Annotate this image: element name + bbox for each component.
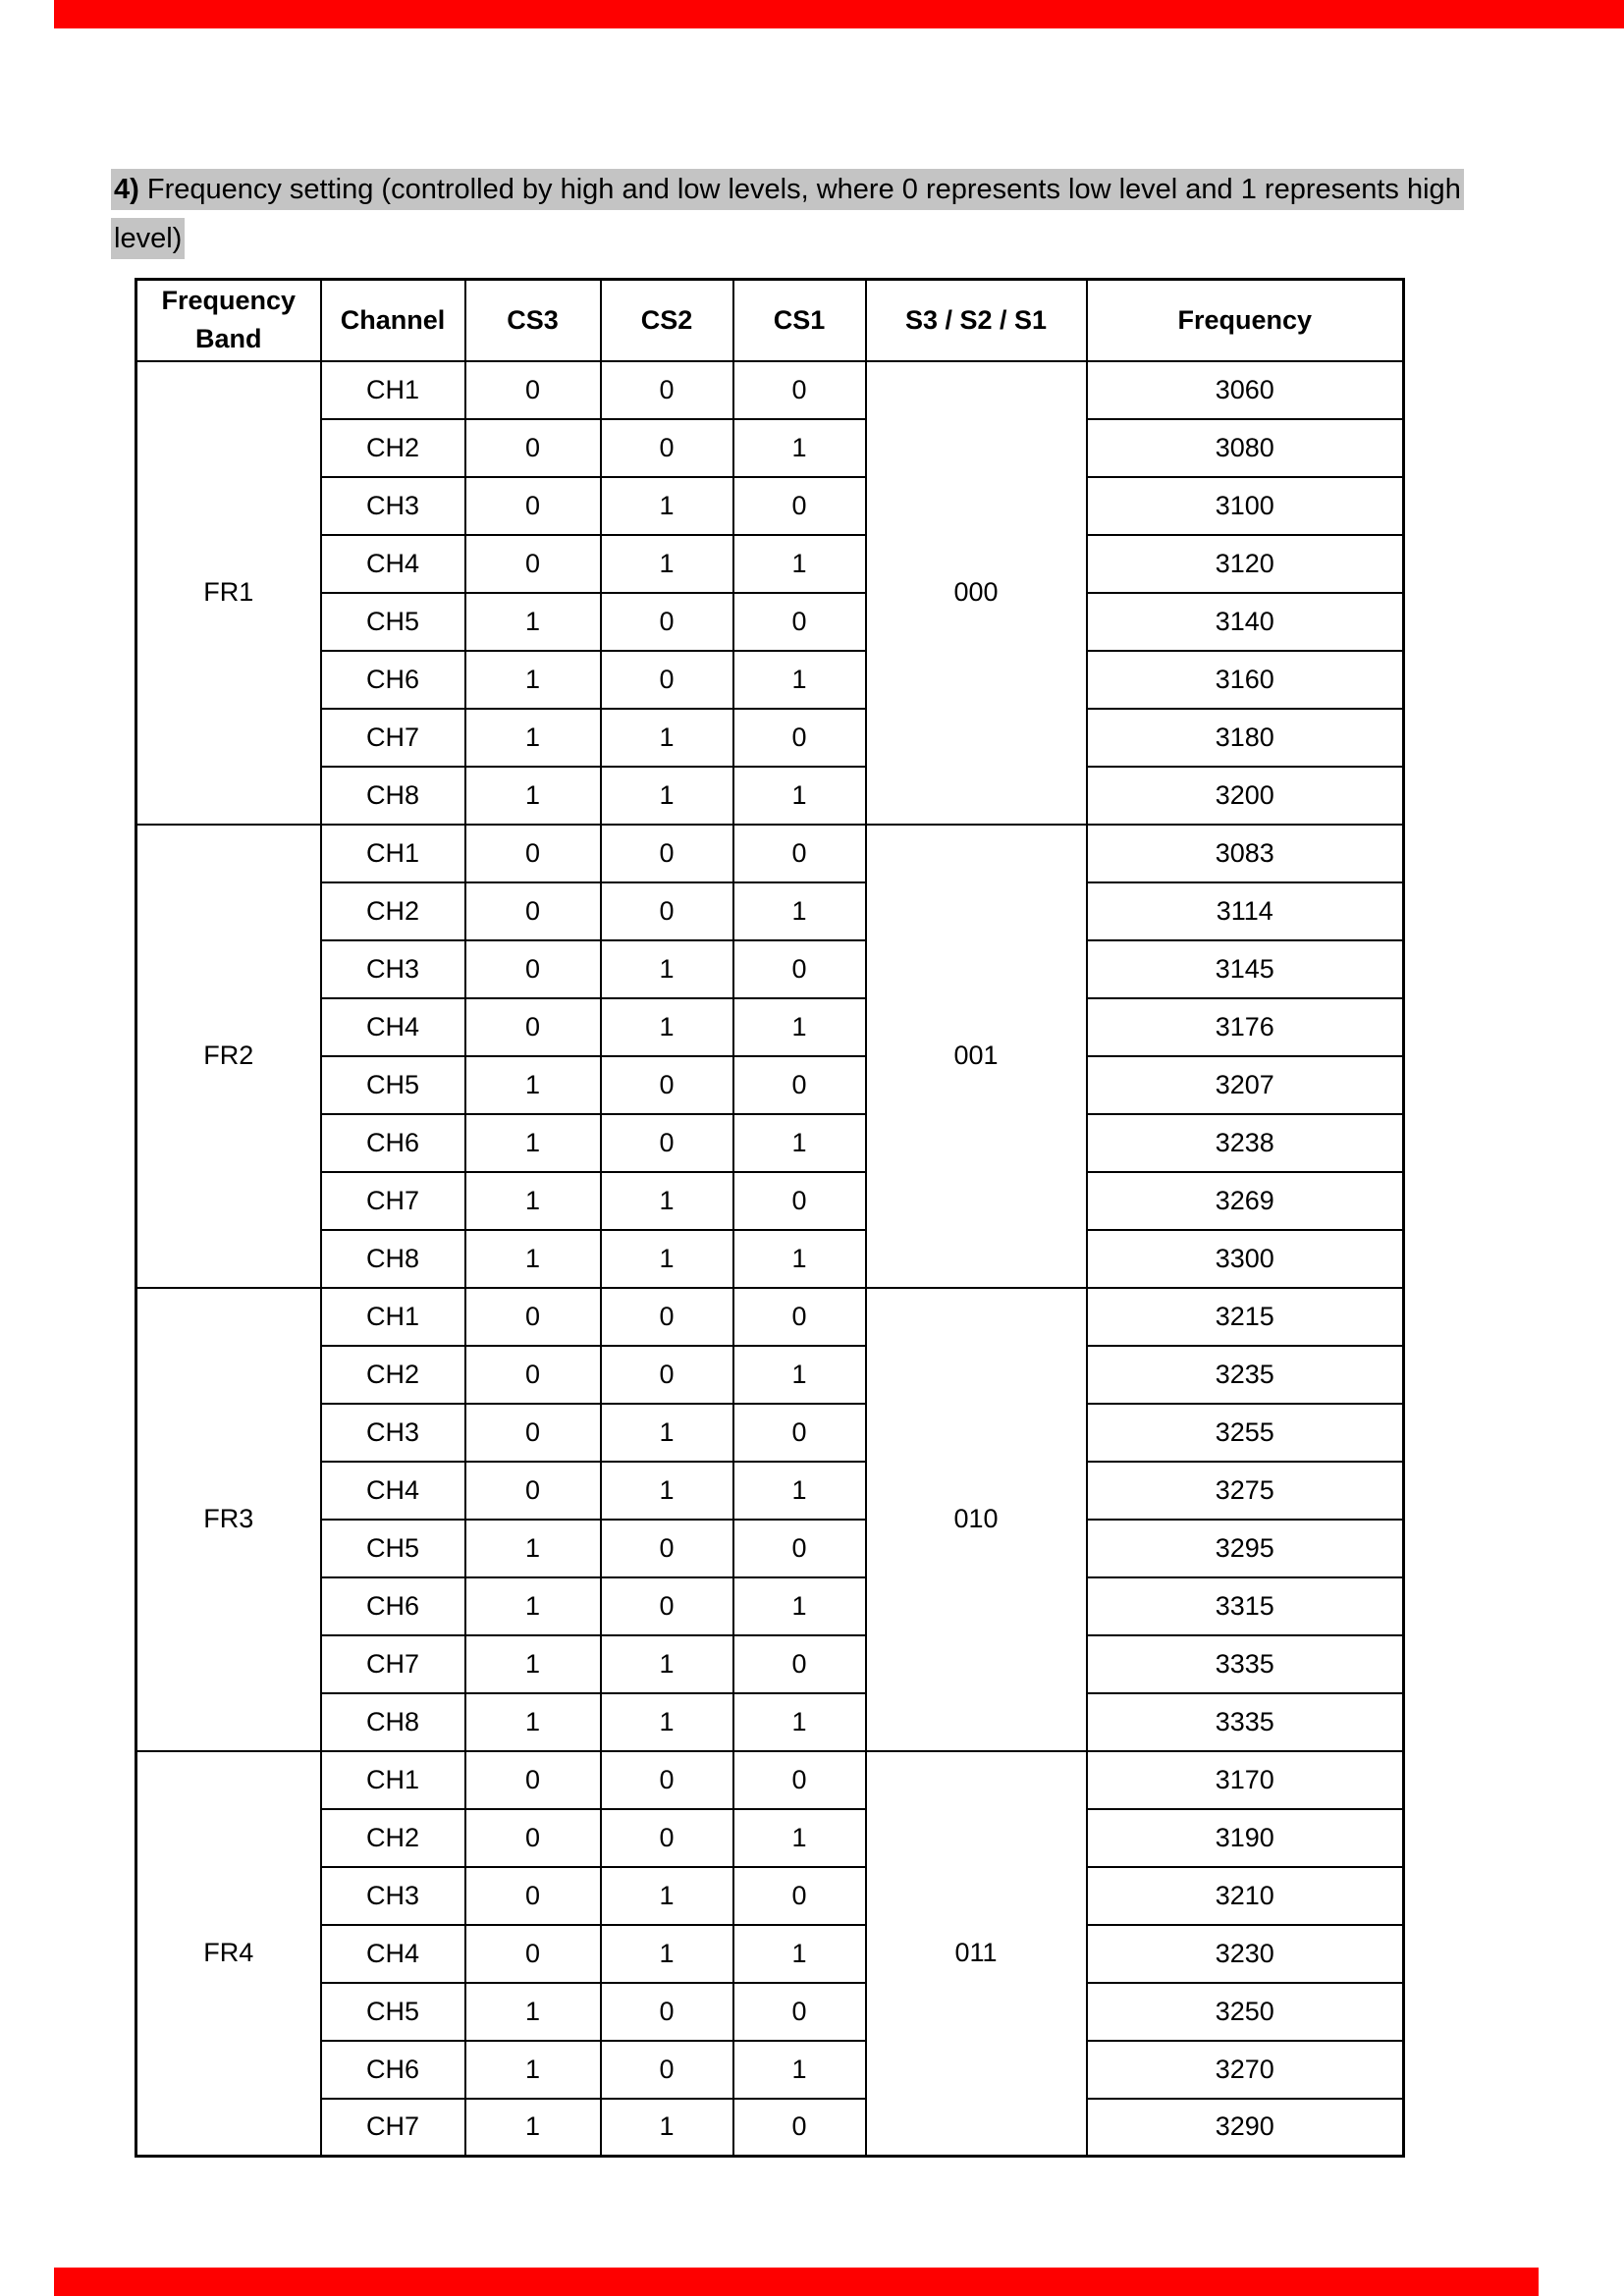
channel-cell: CH4 xyxy=(321,1925,465,1983)
frequency-cell: 3215 xyxy=(1087,1288,1404,1346)
s3s2s1-cell: 000 xyxy=(866,361,1087,825)
channel-cell: CH2 xyxy=(321,882,465,940)
cs2-cell: 0 xyxy=(601,825,733,882)
cs3-cell: 0 xyxy=(465,477,601,535)
channel-cell: CH1 xyxy=(321,361,465,419)
table-row xyxy=(136,1693,1404,1751)
cs1-cell: 1 xyxy=(733,2041,866,2099)
cs3-cell: 1 xyxy=(465,1983,601,2041)
table-row xyxy=(136,709,1404,767)
cs2-cell: 1 xyxy=(601,535,733,593)
cs2-cell: 0 xyxy=(601,1983,733,2041)
cs3-cell: 1 xyxy=(465,1172,601,1230)
channel-cell: CH6 xyxy=(321,2041,465,2099)
cs1-cell: 1 xyxy=(733,1925,866,1983)
cs3-cell: 1 xyxy=(465,1230,601,1288)
cs3-cell: 1 xyxy=(465,651,601,709)
frequency-cell: 3269 xyxy=(1087,1172,1404,1230)
cs3-cell: 0 xyxy=(465,940,601,998)
cs2-cell: 1 xyxy=(601,1693,733,1751)
cs2-cell: 0 xyxy=(601,1114,733,1172)
cs2-cell: 0 xyxy=(601,361,733,419)
table-row xyxy=(136,2099,1404,2157)
table-row xyxy=(136,1925,1404,1983)
channel-cell: CH3 xyxy=(321,940,465,998)
cs2-cell: 0 xyxy=(601,1520,733,1577)
table-row xyxy=(136,651,1404,709)
frequency-cell: 3207 xyxy=(1087,1056,1404,1114)
cs1-cell: 1 xyxy=(733,651,866,709)
cs3-cell: 1 xyxy=(465,2041,601,2099)
channel-cell: CH8 xyxy=(321,1693,465,1751)
section-heading-text: Frequency setting (controlled by high and low levels, where 0 represents low level and 1 represents high level) xyxy=(114,174,1461,254)
frequency-cell: 3238 xyxy=(1087,1114,1404,1172)
frequency-cell: 3083 xyxy=(1087,825,1404,882)
table-row xyxy=(136,1288,1404,1346)
cs2-cell: 1 xyxy=(601,1404,733,1462)
cs1-cell: 1 xyxy=(733,998,866,1056)
table-row xyxy=(136,1867,1404,1925)
cs2-cell: 1 xyxy=(601,998,733,1056)
table-row xyxy=(136,1114,1404,1172)
cs2-cell: 0 xyxy=(601,419,733,477)
channel-cell: CH3 xyxy=(321,1404,465,1462)
table-row xyxy=(136,767,1404,825)
cs2-header: CS2 xyxy=(601,280,733,361)
cs2-cell: 1 xyxy=(601,2099,733,2157)
cs1-cell: 1 xyxy=(733,767,866,825)
channel-cell: CH4 xyxy=(321,1462,465,1520)
cs3-cell: 0 xyxy=(465,1346,601,1404)
channel-cell: CH2 xyxy=(321,1346,465,1404)
table-row xyxy=(136,1346,1404,1404)
table-header-row xyxy=(136,280,1404,361)
table-row xyxy=(136,1172,1404,1230)
section-heading xyxy=(111,165,1535,263)
cs1-cell: 0 xyxy=(733,1056,866,1114)
channel-cell: CH7 xyxy=(321,2099,465,2157)
frequency-cell: 3140 xyxy=(1087,593,1404,651)
table-row xyxy=(136,1520,1404,1577)
cs1-cell: 1 xyxy=(733,1114,866,1172)
frequency-cell: 3200 xyxy=(1087,767,1404,825)
cs2-cell: 0 xyxy=(601,882,733,940)
cs3-cell: 1 xyxy=(465,1056,601,1114)
table-row xyxy=(136,1230,1404,1288)
channel-cell: CH5 xyxy=(321,1056,465,1114)
cs2-cell: 1 xyxy=(601,1172,733,1230)
frequency-cell: 3250 xyxy=(1087,1983,1404,2041)
band-cell: FR2 xyxy=(136,825,321,1288)
cs1-cell: 0 xyxy=(733,1635,866,1693)
channel-cell: CH4 xyxy=(321,998,465,1056)
s3s2s1-cell: 011 xyxy=(866,1751,1087,2157)
frequency-cell: 3275 xyxy=(1087,1462,1404,1520)
cs1-cell: 0 xyxy=(733,1751,866,1809)
channel-cell: CH5 xyxy=(321,1983,465,2041)
cs3-cell: 0 xyxy=(465,1809,601,1867)
cs3-cell: 1 xyxy=(465,767,601,825)
cs1-header: CS1 xyxy=(733,280,866,361)
cs1-cell: 0 xyxy=(733,709,866,767)
table-row xyxy=(136,280,1404,361)
channel-cell: CH4 xyxy=(321,535,465,593)
frequency-cell: 3295 xyxy=(1087,1520,1404,1577)
frequency-cell: 3100 xyxy=(1087,477,1404,535)
frequency-cell: 3235 xyxy=(1087,1346,1404,1404)
channel-cell: CH8 xyxy=(321,767,465,825)
cs1-cell: 0 xyxy=(733,1520,866,1577)
frequency-cell: 3180 xyxy=(1087,709,1404,767)
cs1-cell: 0 xyxy=(733,825,866,882)
frequency-cell: 3270 xyxy=(1087,2041,1404,2099)
table-row xyxy=(136,477,1404,535)
s3s2s1-header: S3 / S2 / S1 xyxy=(866,280,1087,361)
table-row xyxy=(136,998,1404,1056)
band-cell: FR3 xyxy=(136,1288,321,1751)
cs2-cell: 1 xyxy=(601,1867,733,1925)
cs1-cell: 1 xyxy=(733,882,866,940)
cs2-cell: 1 xyxy=(601,1635,733,1693)
channel-cell: CH7 xyxy=(321,1172,465,1230)
frequency-cell: 3290 xyxy=(1087,2099,1404,2157)
band-cell: FR1 xyxy=(136,361,321,825)
table-row xyxy=(136,882,1404,940)
cs1-cell: 0 xyxy=(733,940,866,998)
cs2-cell: 0 xyxy=(601,651,733,709)
frequency-cell: 3315 xyxy=(1087,1577,1404,1635)
cs2-cell: 0 xyxy=(601,1577,733,1635)
table-row xyxy=(136,1751,1404,1809)
channel-cell: CH1 xyxy=(321,825,465,882)
frequency-cell: 3060 xyxy=(1087,361,1404,419)
cs1-cell: 0 xyxy=(733,361,866,419)
frequency-cell: 3255 xyxy=(1087,1404,1404,1462)
s3s2s1-cell: 001 xyxy=(866,825,1087,1288)
frequency-cell: 3176 xyxy=(1087,998,1404,1056)
channel-cell: CH7 xyxy=(321,1635,465,1693)
bottom-redaction-bar xyxy=(54,2268,1539,2296)
table-row xyxy=(136,535,1404,593)
cs3-cell: 1 xyxy=(465,2099,601,2157)
cs2-cell: 1 xyxy=(601,1925,733,1983)
cs1-cell: 1 xyxy=(733,1577,866,1635)
channel-cell: CH8 xyxy=(321,1230,465,1288)
cs2-cell: 1 xyxy=(601,767,733,825)
table-row xyxy=(136,1404,1404,1462)
channel-cell: CH1 xyxy=(321,1751,465,1809)
table-row xyxy=(136,1635,1404,1693)
cs3-cell: 0 xyxy=(465,1925,601,1983)
cs2-cell: 1 xyxy=(601,940,733,998)
cs1-cell: 1 xyxy=(733,1809,866,1867)
frequency-cell: 3335 xyxy=(1087,1635,1404,1693)
cs3-cell: 0 xyxy=(465,361,601,419)
cs3-cell: 1 xyxy=(465,1520,601,1577)
channel-cell: CH7 xyxy=(321,709,465,767)
cs3-cell: 0 xyxy=(465,1462,601,1520)
cs1-cell: 0 xyxy=(733,1288,866,1346)
cs1-cell: 0 xyxy=(733,1867,866,1925)
cs2-cell: 0 xyxy=(601,1809,733,1867)
frequency-cell: 3170 xyxy=(1087,1751,1404,1809)
frequency-cell: 3160 xyxy=(1087,651,1404,709)
cs1-cell: 0 xyxy=(733,1983,866,2041)
cs3-cell: 1 xyxy=(465,1635,601,1693)
frequency-band-header: Frequency Band xyxy=(136,280,321,361)
table-row xyxy=(136,825,1404,882)
frequency-cell: 3210 xyxy=(1087,1867,1404,1925)
cs2-cell: 1 xyxy=(601,709,733,767)
cs2-cell: 0 xyxy=(601,1346,733,1404)
frequency-cell: 3120 xyxy=(1087,535,1404,593)
cs1-cell: 0 xyxy=(733,1404,866,1462)
table-row xyxy=(136,1577,1404,1635)
channel-cell: CH3 xyxy=(321,1867,465,1925)
table-row xyxy=(136,593,1404,651)
cs1-cell: 0 xyxy=(733,593,866,651)
section-number: 4) xyxy=(114,174,139,205)
frequency-cell: 3230 xyxy=(1087,1925,1404,1983)
cs2-cell: 1 xyxy=(601,477,733,535)
cs1-cell: 1 xyxy=(733,1462,866,1520)
frequency-cell: 3145 xyxy=(1087,940,1404,998)
channel-cell: CH5 xyxy=(321,1520,465,1577)
cs2-cell: 0 xyxy=(601,2041,733,2099)
table-row xyxy=(136,1462,1404,1520)
table-row xyxy=(136,1809,1404,1867)
cs3-cell: 1 xyxy=(465,709,601,767)
cs3-cell: 0 xyxy=(465,998,601,1056)
table-row xyxy=(136,419,1404,477)
frequency-setting-table xyxy=(135,278,1405,2158)
cs3-cell: 0 xyxy=(465,825,601,882)
top-redaction-bar xyxy=(54,0,1624,28)
channel-header: Channel xyxy=(321,280,465,361)
channel-cell: CH1 xyxy=(321,1288,465,1346)
frequency-cell: 3300 xyxy=(1087,1230,1404,1288)
channel-cell: CH6 xyxy=(321,1577,465,1635)
channel-cell: CH6 xyxy=(321,651,465,709)
table-row xyxy=(136,1983,1404,2041)
frequency-cell: 3335 xyxy=(1087,1693,1404,1751)
s3s2s1-cell: 010 xyxy=(866,1288,1087,1751)
channel-cell: CH2 xyxy=(321,1809,465,1867)
cs1-cell: 1 xyxy=(733,1230,866,1288)
table-row xyxy=(136,2041,1404,2099)
cs1-cell: 1 xyxy=(733,535,866,593)
cs3-cell: 0 xyxy=(465,882,601,940)
table-row xyxy=(136,361,1404,419)
cs2-cell: 0 xyxy=(601,1751,733,1809)
channel-cell: CH3 xyxy=(321,477,465,535)
frequency-cell: 3080 xyxy=(1087,419,1404,477)
cs1-cell: 1 xyxy=(733,1346,866,1404)
cs1-cell: 0 xyxy=(733,1172,866,1230)
cs3-cell: 1 xyxy=(465,1577,601,1635)
cs2-cell: 1 xyxy=(601,1230,733,1288)
cs3-cell: 0 xyxy=(465,1288,601,1346)
cs2-cell: 0 xyxy=(601,1056,733,1114)
band-cell: FR4 xyxy=(136,1751,321,2157)
cs3-cell: 1 xyxy=(465,1114,601,1172)
table-body xyxy=(136,361,1404,2157)
cs3-cell: 0 xyxy=(465,1867,601,1925)
cs3-cell: 0 xyxy=(465,1404,601,1462)
channel-cell: CH6 xyxy=(321,1114,465,1172)
cs3-header: CS3 xyxy=(465,280,601,361)
channel-cell: CH5 xyxy=(321,593,465,651)
cs2-cell: 0 xyxy=(601,593,733,651)
channel-cell: CH2 xyxy=(321,419,465,477)
frequency-cell: 3190 xyxy=(1087,1809,1404,1867)
cs3-cell: 0 xyxy=(465,535,601,593)
frequency-header: Frequency xyxy=(1087,280,1404,361)
table-row xyxy=(136,940,1404,998)
cs1-cell: 1 xyxy=(733,1693,866,1751)
cs3-cell: 0 xyxy=(465,419,601,477)
cs1-cell: 0 xyxy=(733,2099,866,2157)
cs2-cell: 1 xyxy=(601,1462,733,1520)
table-row xyxy=(136,1056,1404,1114)
cs2-cell: 0 xyxy=(601,1288,733,1346)
frequency-cell: 3114 xyxy=(1087,882,1404,940)
cs1-cell: 1 xyxy=(733,419,866,477)
cs3-cell: 1 xyxy=(465,1693,601,1751)
cs1-cell: 0 xyxy=(733,477,866,535)
cs3-cell: 1 xyxy=(465,593,601,651)
cs3-cell: 0 xyxy=(465,1751,601,1809)
